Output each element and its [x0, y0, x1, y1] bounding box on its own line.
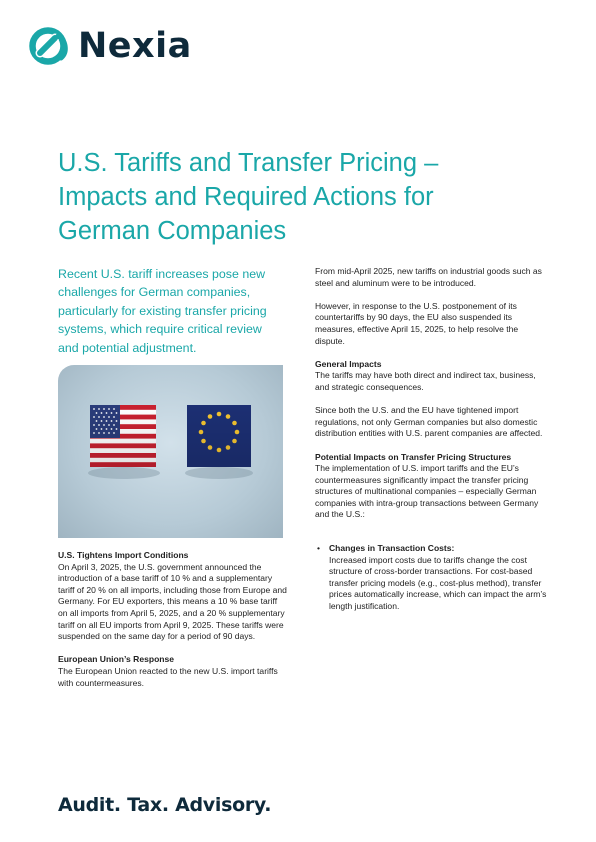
section-heading-general-impacts: General Impacts	[315, 358, 382, 369]
section-heading-potential-impacts: Potential Impacts on Transfer Pricing Structures	[315, 451, 512, 462]
intro-text: Recent U.S. tariff increases pose new challenges for German companies, particularly for existing transfer pricing systems, which require critical review and potential adjustment.	[58, 267, 267, 355]
paragraph-affected-entities: Since both the U.S. and the EU have tightened import regulations, not only German companies but also domestic distribution entities with U.S. parent companies are affected.	[315, 405, 543, 439]
nexia-logo-icon	[28, 26, 74, 66]
page-title: U.S. Tariffs and Transfer Pricing – Impacts and Required Actions for German Companies	[58, 149, 439, 245]
bullet-title: Changes in Transaction Costs:	[329, 543, 455, 554]
section-heading-eu-response: European Union’s Response	[58, 654, 175, 665]
section-text-eu-response: The European Union reacted to the new U.S. import tariffs with countermeasures.	[58, 665, 278, 688]
bullet-marker: •	[317, 543, 320, 554]
left-column	[58, 550, 288, 701]
section-text-potential-impacts: The implementation of U.S. import tariffs and the EU’s countermeasures significantly impact the transfer pricing structures of multinational companies – especially German companies with intra-group transactions between Germany and the U.S.:	[315, 463, 539, 520]
flag-cubes-illustration	[58, 365, 283, 538]
eu-flag-cube	[187, 405, 251, 467]
impact-list	[315, 543, 547, 613]
paragraph-eu-suspension: However, in response to the U.S. postponement of its countertariffs by 90 days, the EU also suspended its measures, effective April 15, 2025, to help resolve the dispute.	[315, 300, 519, 346]
section-text-import-conditions: On April 3, 2025, the U.S. government announced the introduction of a base tariff of 10 % and a supplementary tariff of 20 % on all imports, including those from Europe and Germany. For EU exporters, this means a 10 % base tariff on all imports from April 5, 2025, and a 20 % supplementary tariff on all EU imports from April 9, 2025. These tariffs were suspended on the same day for a period of 90 days.	[58, 561, 287, 642]
right-column	[315, 266, 547, 613]
nexia-logo	[28, 26, 192, 66]
brand-name: Nexia	[78, 25, 192, 66]
section-heading-import-conditions: U.S. Tightens Import Conditions	[58, 550, 189, 560]
us-flag-cube	[90, 405, 156, 467]
bullet-text: Increased import costs due to tariffs change the cost structure of cross-border transactions. For cost-based transfer pricing models (e.g., cost-plus method), transfer prices automatically increase, which can impact the arm’s length justification.	[329, 554, 547, 612]
paragraph-steel-aluminum: From mid-April 2025, new tariffs on industrial goods such as steel and aluminum were to be introduced.	[315, 266, 542, 288]
footer-tagline: Audit. Tax. Advisory.	[58, 794, 272, 816]
us-eu-flag-cubes-image	[58, 365, 283, 538]
list-item	[315, 543, 547, 613]
section-text-general-impacts: The tariffs may have both direct and indirect tax, business, and strategic consequences.	[315, 370, 536, 392]
